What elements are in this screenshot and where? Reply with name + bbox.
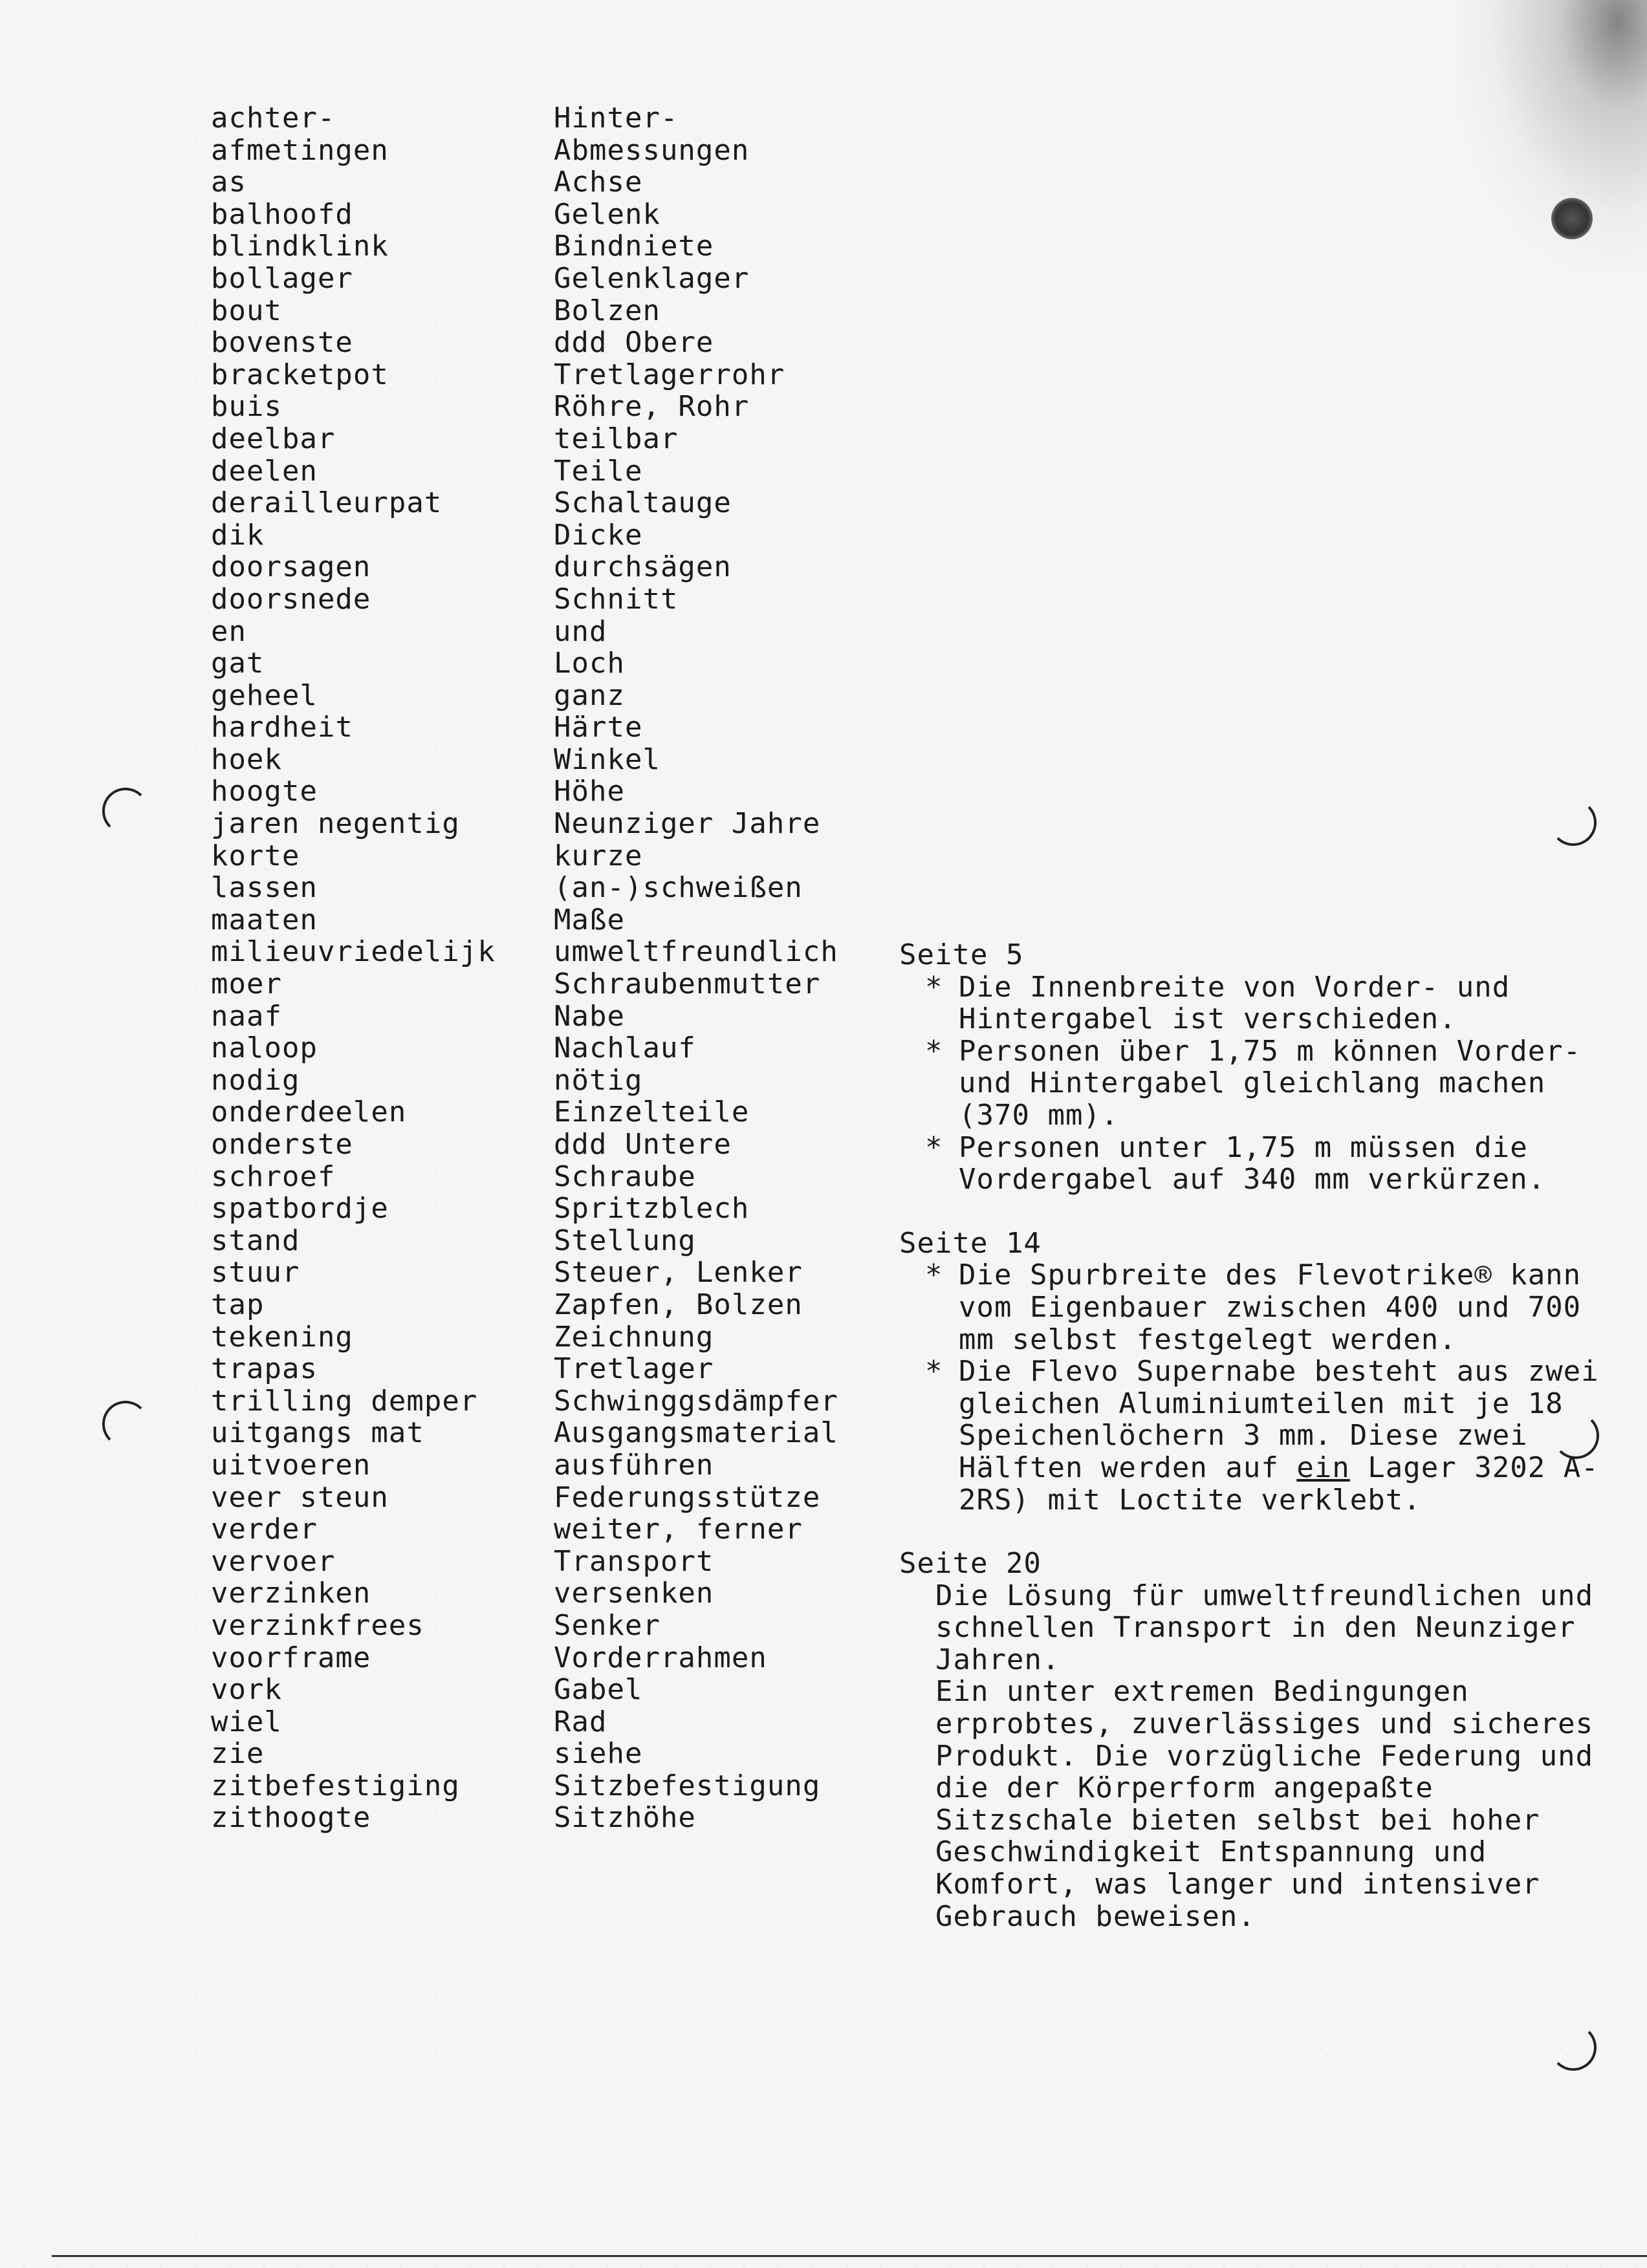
dutch-term: onderste (211, 1128, 353, 1161)
dutch-term: vervoer (211, 1544, 336, 1578)
german-term: kurze (554, 839, 643, 872)
german-term: ddd Obere (554, 326, 714, 360)
section-heading: Seite 14 (899, 1226, 1042, 1260)
punch-mark-left-top (102, 788, 149, 834)
dutch-term: onderdeelen (211, 1096, 407, 1129)
german-term: Schaltauge (554, 486, 732, 520)
german-term: Teile (554, 454, 643, 488)
german-term: Schnitt (554, 582, 679, 616)
german-term: weiter, ferner (554, 1513, 803, 1546)
dutch-term: uitvoeren (211, 1448, 371, 1482)
notes-seite-5 (899, 939, 1624, 1196)
section-heading: Seite 20 (899, 1547, 1042, 1581)
german-term: Federungsstütze (554, 1480, 821, 1514)
dutch-term: bovenste (211, 326, 353, 360)
dutch-term: spatbordje (211, 1192, 389, 1226)
dutch-term: bracketpot (211, 358, 389, 391)
dutch-term: bout (211, 294, 282, 327)
dutch-term: milieuvriedelijk (211, 935, 496, 969)
dutch-term: as (211, 166, 246, 199)
german-term: Achse (554, 166, 643, 199)
dutch-term: jaren negentig (211, 807, 460, 841)
dutch-term: moer (211, 967, 282, 1001)
note-bullet: * Die Spurbreite des Flevotrike® kann vom Eigenbauer zwischen 400 und 700 mm selbst festgelegt werden. (925, 1258, 1582, 1356)
german-term: Tretlager (554, 1352, 714, 1386)
dutch-term: voorframe (211, 1641, 371, 1674)
dutch-term: verder (211, 1513, 318, 1546)
punch-mark-left-bottom (102, 1401, 149, 1447)
german-term: Rad (554, 1705, 607, 1738)
dutch-term: buis (211, 390, 282, 424)
german-terms-column (554, 102, 838, 1834)
note-bullet: * Personen unter 1,75 m müssen die Vordergabel auf 340 mm verkürzen. (925, 1130, 1546, 1196)
dutch-term: deelen (211, 454, 318, 488)
dutch-term: naloop (211, 1031, 318, 1065)
dutch-term: stand (211, 1224, 300, 1257)
note-paragraph: Die Lösung für umweltfreundlichen und schnellen Transport in den Neunziger Jahren. (935, 1579, 1594, 1676)
dutch-term: verzinkfrees (211, 1608, 424, 1642)
dutch-term: achter- (211, 102, 336, 135)
german-term: Höhe (554, 775, 625, 808)
note-paragraph: Ein unter extremen Bedingungen erprobtes, zuverlässiges und sicheres Produkt. Die vorzügliche Federung und die der Körperform angepaßte Sitzschale bieten selbst bei hoher Geschwindigkeit Entspannung und Komfort, was langer und intensiver Gebrauch beweisen. (935, 1675, 1594, 1933)
german-term: Senker (554, 1608, 660, 1642)
dutch-term: zithoogte (211, 1801, 371, 1835)
dutch-term: korte (211, 839, 300, 872)
dutch-term: tekening (211, 1320, 353, 1354)
german-term: Bolzen (554, 294, 660, 327)
german-term: versenken (554, 1577, 714, 1610)
german-term: Ausgangsmaterial (554, 1416, 838, 1450)
dutch-term: zitbefestiging (211, 1769, 460, 1802)
dutch-term: geheel (211, 678, 318, 712)
dutch-term: lassen (211, 871, 318, 905)
german-term: Gabel (554, 1673, 643, 1707)
underlined-word: ein (1296, 1451, 1350, 1484)
german-term: umweltfreundlich (554, 935, 838, 969)
german-term: Röhre, Rohr (554, 390, 750, 424)
dutch-term: tap (211, 1288, 265, 1321)
dutch-term: bollager (211, 261, 353, 295)
german-term: Härte (554, 711, 643, 744)
scan-shadow (1453, 0, 1647, 272)
punch-mark-right-top (1550, 799, 1597, 846)
german-term: Zeichnung (554, 1320, 714, 1354)
note-bullet: * Die Innenbreite von Vorder- und Hintergabel ist verschieden. (925, 970, 1511, 1036)
dutch-term: hoek (211, 742, 282, 776)
german-term: Gelenklager (554, 261, 750, 295)
dutch-term: dik (211, 518, 265, 552)
notes-seite-14 (899, 1227, 1624, 1516)
german-term: Winkel (554, 742, 660, 776)
dutch-term: deelbar (211, 422, 336, 455)
german-term: Transport (554, 1544, 714, 1578)
german-term: Nachlauf (554, 1031, 696, 1065)
dutch-term: stuur (211, 1256, 300, 1290)
german-term: Maße (554, 903, 625, 936)
german-term: ddd Untere (554, 1128, 732, 1161)
dutch-term: doorsnede (211, 582, 371, 616)
german-term: Loch (554, 647, 625, 680)
german-term: Bindniete (554, 230, 714, 263)
german-term: Abmessungen (554, 133, 750, 167)
dutch-term: uitgangs mat (211, 1416, 424, 1450)
german-term: Zapfen, Bolzen (554, 1288, 803, 1321)
german-term: Tretlagerrohr (554, 358, 785, 391)
german-term: Nabe (554, 999, 625, 1033)
dutch-term: verzinken (211, 1577, 371, 1610)
punch-mark-right-bottom (1550, 2024, 1597, 2071)
dutch-term: schroef (211, 1160, 336, 1193)
dutch-term: en (211, 614, 246, 648)
german-term: Steuer, Lenker (554, 1256, 803, 1290)
german-term: Hinter- (554, 102, 679, 135)
german-term: durchsägen (554, 550, 732, 584)
german-term: Gelenk (554, 197, 660, 231)
german-term: Neunziger Jahre (554, 807, 821, 841)
note-bullet: * Personen über 1,75 m können Vorder- und Hintergabel gleichlang machen (370 mm). (925, 1034, 1582, 1132)
dutch-term: gat (211, 647, 265, 680)
dutch-term: veer steun (211, 1480, 389, 1514)
section-heading: Seite 5 (899, 938, 1024, 971)
dutch-term: zie (211, 1737, 265, 1771)
dutch-term: naaf (211, 999, 282, 1033)
german-term: ausführen (554, 1448, 714, 1482)
page-notes (899, 939, 1624, 1964)
german-term: Schraubenmutter (554, 967, 821, 1001)
binder-hole (1551, 198, 1593, 239)
dutch-term: derailleurpat (211, 486, 442, 520)
dutch-term: trapas (211, 1352, 318, 1386)
dutch-term: blindklink (211, 230, 389, 263)
german-term: siehe (554, 1737, 643, 1771)
german-term: Schraube (554, 1160, 696, 1193)
dutch-term: hardheit (211, 711, 353, 744)
dutch-term: vork (211, 1673, 282, 1707)
german-term: Spritzblech (554, 1192, 750, 1226)
notes-seite-20 (899, 1548, 1624, 1932)
german-term: Dicke (554, 518, 643, 552)
german-term: und (554, 614, 607, 648)
dutch-term: wiel (211, 1705, 282, 1738)
dutch-term: balhoofd (211, 197, 353, 231)
dutch-term: doorsagen (211, 550, 371, 584)
german-term: (an-)schweißen (554, 871, 803, 905)
dutch-term: nodig (211, 1063, 300, 1097)
dutch-term: maaten (211, 903, 318, 936)
note-bullet: * Die Flevo Supernabe besteht aus zwei gleichen Aluminiumteilen mit je 18 Speichenlöchern 3 mm. Diese zwei Hälften werden auf ein Lager 3202 A-2RS) mit Loctite verklebt. (925, 1355, 1599, 1517)
dutch-term: hoogte (211, 775, 318, 808)
dutch-terms-column (211, 102, 496, 1834)
german-term: Einzelteile (554, 1096, 750, 1129)
dutch-term: afmetingen (211, 133, 389, 167)
dutch-term: trilling demper (211, 1384, 478, 1418)
german-term: Schwinggsdämpfer (554, 1384, 838, 1418)
german-term: ganz (554, 678, 625, 712)
german-term: nötig (554, 1063, 643, 1097)
german-term: Stellung (554, 1224, 696, 1257)
german-term: Sitzbefestigung (554, 1769, 821, 1802)
bottom-rule (52, 2255, 1647, 2257)
german-term: teilbar (554, 422, 679, 455)
german-term: Vorderrahmen (554, 1641, 767, 1674)
german-term: Sitzhöhe (554, 1801, 696, 1835)
